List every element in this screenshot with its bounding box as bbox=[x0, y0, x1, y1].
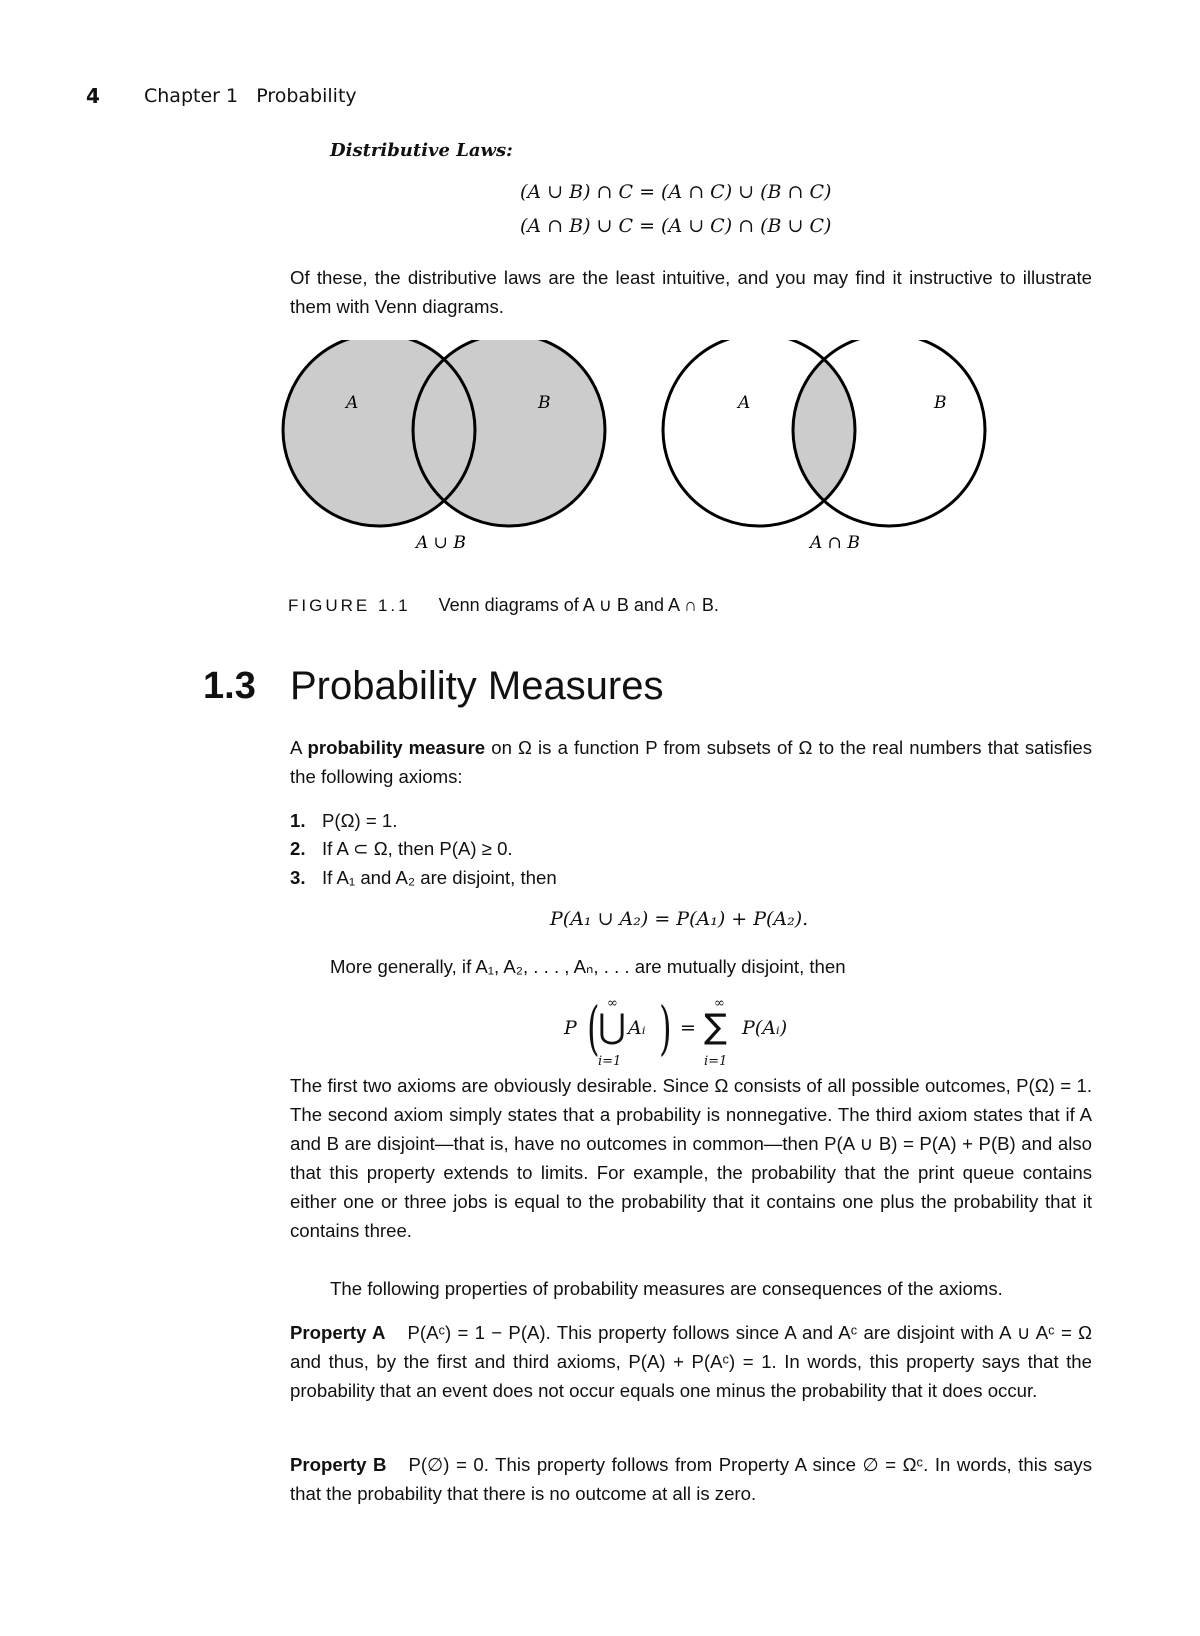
distributive-equation-1: (A ∪ B) ∩ C = (A ∩ C) ∪ (B ∩ C) bbox=[520, 181, 832, 203]
big-sum-symbol: ∑ bbox=[704, 1007, 727, 1047]
property-b-paragraph bbox=[290, 1450, 1092, 1508]
figure-caption-text: Venn diagrams of A ∪ B and A ∩ B. bbox=[438, 595, 719, 615]
property-b-text: P(∅) = 0. This property follows from Property A since ∅ = Ωᶜ. In words, this says that the probability that there is no outcome at all is zero. bbox=[290, 1454, 1092, 1504]
union-upper-limit: ∞ bbox=[607, 996, 618, 1011]
sum-upper-limit: ∞ bbox=[714, 996, 725, 1011]
sum-eq-lhs-p: P bbox=[564, 1017, 577, 1039]
right-paren: ) bbox=[659, 994, 672, 1062]
axiom-2-number: 2. bbox=[290, 838, 306, 859]
property-a-label: Property A bbox=[290, 1322, 386, 1343]
axiom-1-text: P(Ω) = 1. bbox=[322, 810, 398, 831]
property-a-paragraph bbox=[290, 1318, 1092, 1405]
venn-union-label-b: B bbox=[538, 393, 551, 413]
property-a-text: P(Aᶜ) = 1 − P(A). This property follows since A and Aᶜ are disjoint with A ∪ Aᶜ = Ω and thus, by the first and third axioms, P(A) + P(Aᶜ) = 1. In words, this property says that the probability that an event does not occur equals one minus the probability that it does occur. bbox=[290, 1322, 1092, 1401]
venn-union-label-a: A bbox=[346, 393, 359, 413]
section-title: Probability Measures bbox=[290, 664, 664, 708]
union-argument: Aᵢ bbox=[628, 1017, 646, 1039]
venn-union-caption: A ∪ B bbox=[416, 533, 466, 553]
generalization-line: More generally, if A₁, A₂, . . . , Aₙ, . . . are mutually disjoint, then bbox=[330, 956, 846, 977]
venn-intersection-label-b: B bbox=[934, 393, 947, 413]
union-lower-limit: i=1 bbox=[598, 1054, 622, 1069]
axiom-3-number: 3. bbox=[290, 867, 306, 888]
venn-union-diagram bbox=[283, 340, 605, 526]
axiom-3-equation: P(A₁ ∪ A₂) = P(A₁) + P(A₂). bbox=[550, 908, 809, 930]
axiom-1-number: 1. bbox=[290, 810, 306, 831]
axiom-3-text: If A₁ and A₂ are disjoint, then bbox=[322, 867, 557, 888]
definition-term: probability measure bbox=[307, 737, 486, 758]
definition-paragraph bbox=[290, 733, 1092, 791]
distributive-laws-heading: Distributive Laws: bbox=[330, 140, 513, 161]
venn-figure bbox=[280, 340, 1040, 570]
venn-intersection-label-a: A bbox=[738, 393, 751, 413]
countable-additivity-equation bbox=[562, 996, 822, 1078]
definition-pre: A bbox=[290, 737, 308, 758]
axiom-3 bbox=[290, 863, 557, 892]
sum-argument: P(Aᵢ) bbox=[742, 1017, 788, 1039]
axiom-2 bbox=[290, 834, 513, 863]
sum-lower-limit: i=1 bbox=[704, 1054, 728, 1069]
section-number: 1.3 bbox=[203, 665, 256, 707]
property-b-label: Property B bbox=[290, 1454, 387, 1475]
distributive-equation-2: (A ∩ B) ∪ C = (A ∪ C) ∩ (B ∪ C) bbox=[520, 215, 832, 237]
sum-eq-equals: = bbox=[680, 1017, 696, 1039]
figure-caption bbox=[288, 595, 719, 616]
definition-post: on Ω is a function P from subsets of Ω to the real numbers that satisfies the following axioms: bbox=[290, 737, 1093, 787]
venn-intersection-diagram bbox=[663, 340, 985, 526]
page-number: 4 bbox=[86, 84, 100, 108]
venn-intersection-caption: A ∩ B bbox=[810, 533, 860, 553]
following-line: The following properties of probability measures are consequences of the axioms. bbox=[330, 1278, 1003, 1299]
explanation-paragraph: The first two axioms are obviously desirable. Since Ω consists of all possible outcomes, P(Ω) = 1. The second axiom simply states that a probability is nonnegative. The third axiom states that if A and B are disjoint—that is, have no outcomes in common—then P(A ∪ B) = P(A) + P(B) and also that this property extends to limits. For example, the probability that the print queue contains either one or three jobs is equal to the probability that it contains one plus the probability that it contains three. bbox=[290, 1075, 1092, 1241]
left-paren: ( bbox=[587, 994, 600, 1062]
axiom-1 bbox=[290, 806, 397, 835]
intro-paragraph: Of these, the distributive laws are the least intuitive, and you may find it instructive to illustrate them with Venn diagrams. bbox=[290, 267, 1092, 317]
figure-caption-label: FIGURE 1.1 bbox=[288, 596, 411, 615]
axiom-2-text: If A ⊂ Ω, then P(A) ≥ 0. bbox=[322, 838, 513, 859]
running-title: Chapter 1 Probability bbox=[144, 85, 357, 107]
big-union-symbol: ⋃ bbox=[598, 1007, 626, 1047]
